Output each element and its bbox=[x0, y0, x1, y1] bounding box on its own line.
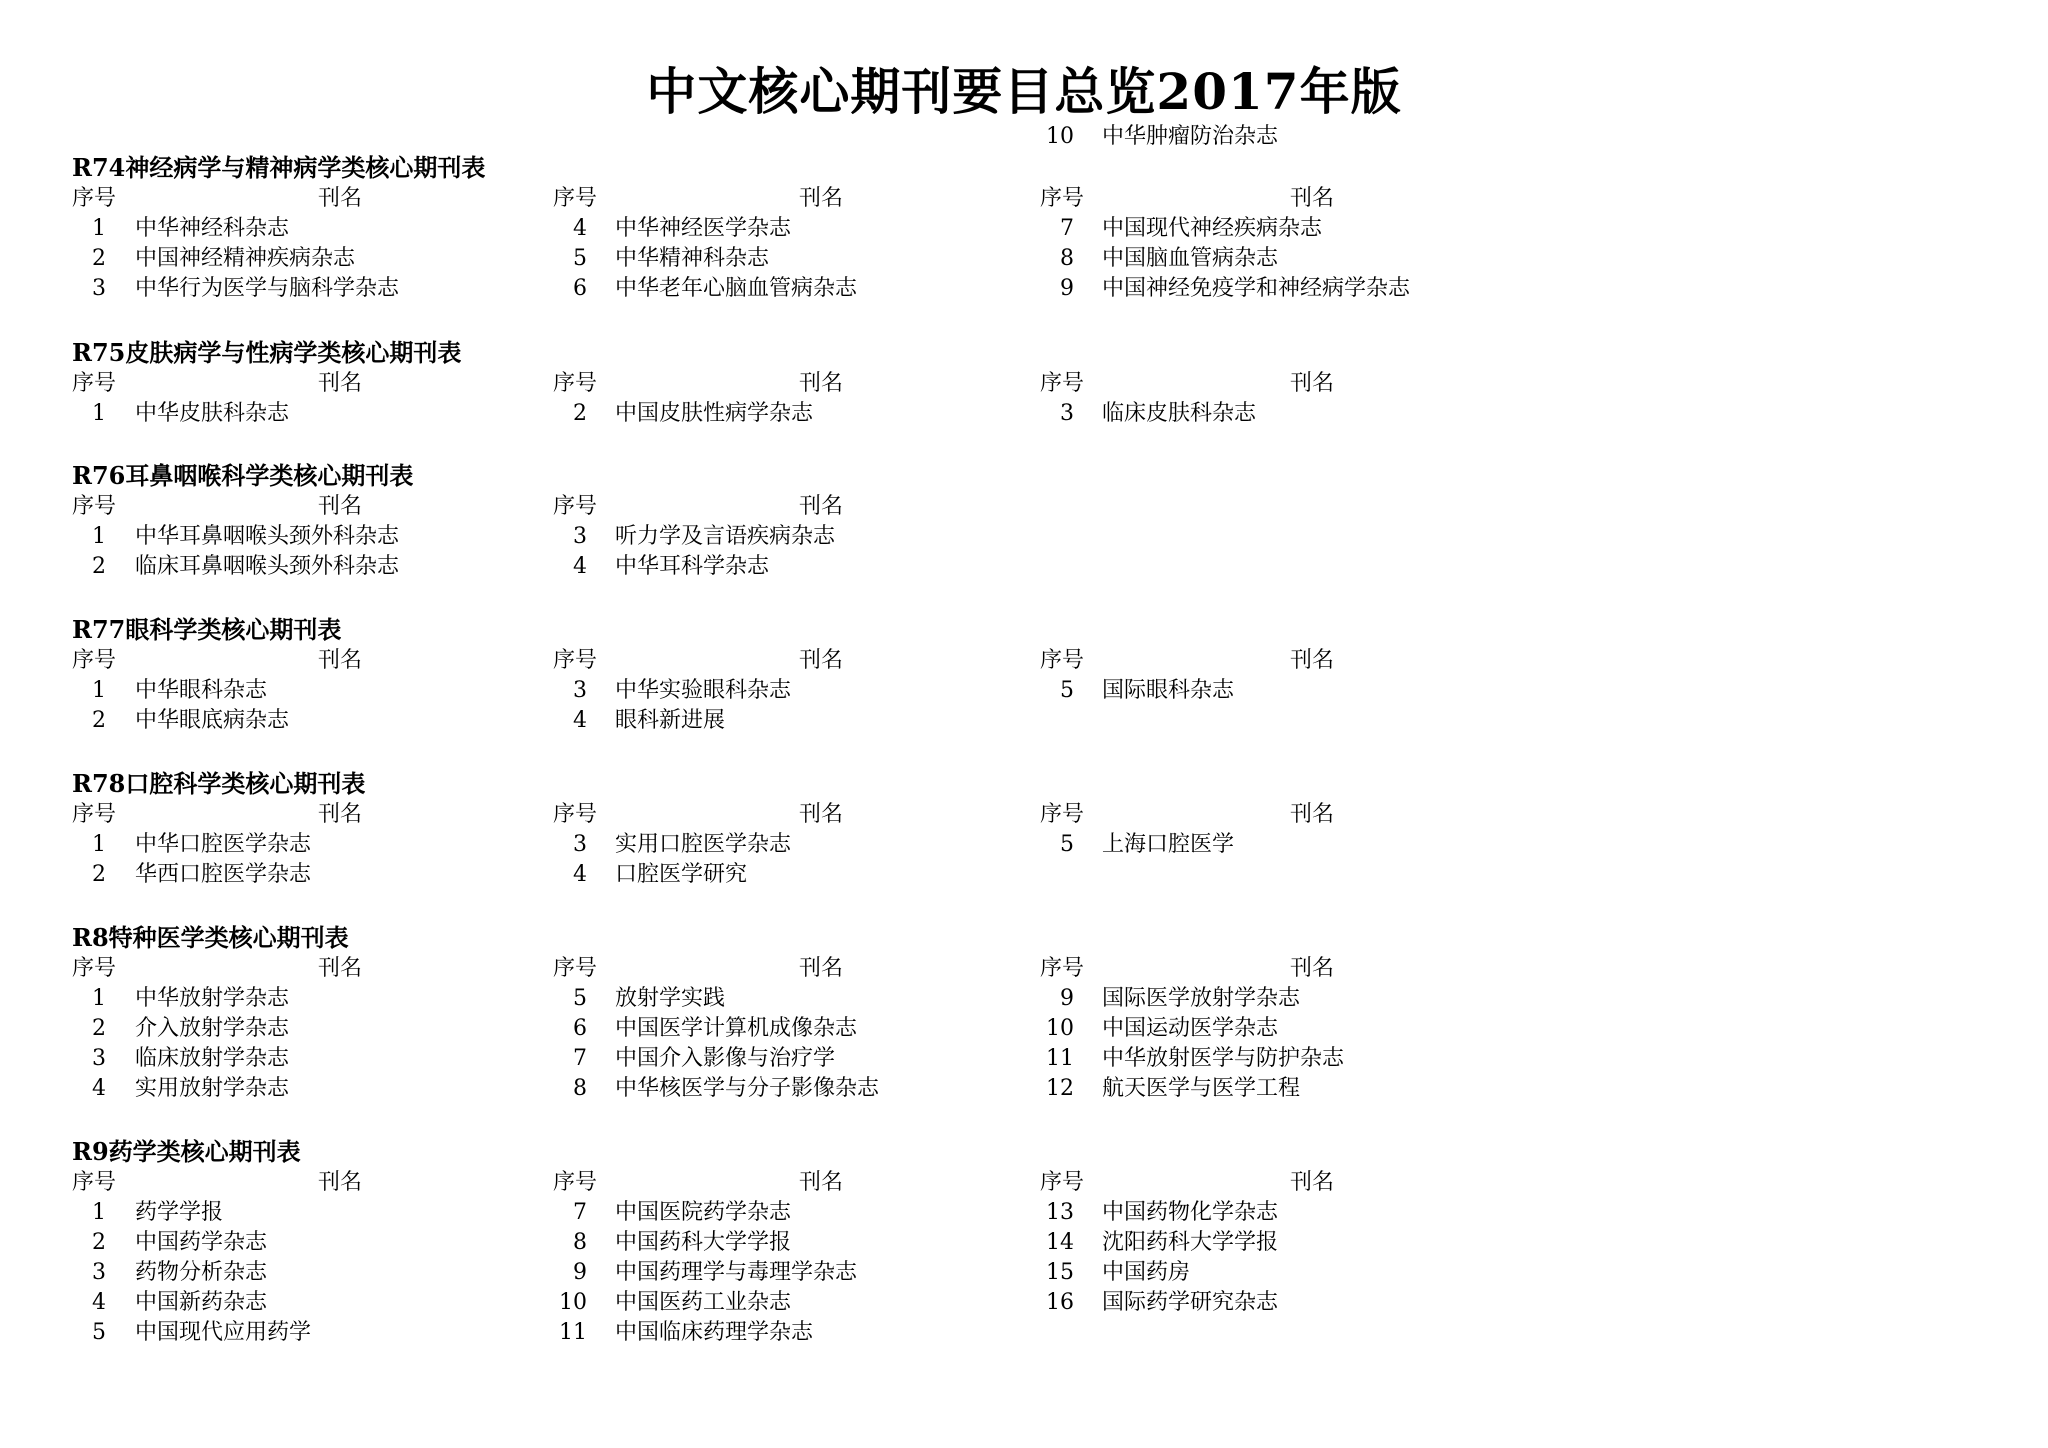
entry-num: 4 bbox=[573, 216, 587, 241]
entry-num: 1 bbox=[92, 832, 106, 857]
entry-num: 1 bbox=[92, 678, 106, 703]
entry-num: 1 bbox=[92, 986, 106, 1011]
header-seq: 序号 bbox=[553, 186, 598, 211]
entry-journal-name: 放射学实践 bbox=[615, 986, 726, 1011]
entry-journal-name: 中华神经医学杂志 bbox=[615, 216, 792, 241]
entry-num: 7 bbox=[573, 1046, 587, 1071]
header-seq: 序号 bbox=[553, 802, 598, 827]
section-title: R75皮肤病学与性病学类核心期刊表 bbox=[72, 338, 462, 367]
entry-journal-name: 中国药理学与毒理学杂志 bbox=[615, 1260, 858, 1285]
entry-num: 10 bbox=[1046, 1016, 1074, 1041]
entry-journal-name: 中国药房 bbox=[1102, 1260, 1191, 1285]
entry-journal-name: 实用放射学杂志 bbox=[135, 1076, 290, 1101]
entry-journal-name: 中国医学计算机成像杂志 bbox=[615, 1016, 858, 1041]
entry-num: 4 bbox=[573, 862, 587, 887]
header-name: 刊名 bbox=[1290, 371, 1335, 396]
entry-journal-name: 中华放射学杂志 bbox=[135, 986, 290, 1011]
header-seq: 序号 bbox=[1040, 186, 1085, 211]
header-name: 刊名 bbox=[1290, 802, 1335, 827]
section-title: R77眼科学类核心期刊表 bbox=[72, 615, 342, 644]
section-title: R9药学类核心期刊表 bbox=[72, 1137, 301, 1166]
header-name: 刊名 bbox=[318, 371, 363, 396]
entry-journal-name: 中华皮肤科杂志 bbox=[135, 401, 290, 426]
entry-journal-name: 临床放射学杂志 bbox=[135, 1046, 290, 1071]
table-header-row bbox=[0, 1168, 2048, 1198]
entry-num: 1 bbox=[92, 401, 106, 426]
entry-journal-name: 中华眼底病杂志 bbox=[135, 708, 290, 733]
entry-journal-name: 中国神经精神疾病杂志 bbox=[135, 246, 356, 271]
header-name: 刊名 bbox=[1290, 956, 1335, 981]
entry-journal-name: 国际眼科杂志 bbox=[1102, 678, 1235, 703]
entry-num: 9 bbox=[1060, 986, 1074, 1011]
entry-num: 2 bbox=[92, 862, 106, 887]
header-seq: 序号 bbox=[72, 956, 117, 981]
entry-num: 4 bbox=[573, 708, 587, 733]
entry-journal-name: 中国皮肤性病学杂志 bbox=[615, 401, 814, 426]
header-name: 刊名 bbox=[799, 648, 844, 673]
section-title: R76耳鼻咽喉科学类核心期刊表 bbox=[72, 461, 414, 490]
entry-journal-name: 中华耳鼻咽喉头颈外科杂志 bbox=[135, 524, 400, 549]
entry-journal-name: 中国药物化学杂志 bbox=[1102, 1200, 1279, 1225]
entry-num: 14 bbox=[1046, 1230, 1074, 1255]
entry-num: 5 bbox=[1060, 678, 1074, 703]
entry-num: 7 bbox=[573, 1200, 587, 1225]
entry-num: 5 bbox=[573, 986, 587, 1011]
entry-num: 3 bbox=[92, 1260, 106, 1285]
header-seq: 序号 bbox=[1040, 956, 1085, 981]
header-name: 刊名 bbox=[1290, 1170, 1335, 1195]
entry-num: 15 bbox=[1046, 1260, 1074, 1285]
entry-num: 8 bbox=[1060, 246, 1074, 271]
entry-journal-name: 中国现代神经疾病杂志 bbox=[1102, 216, 1323, 241]
entry-journal-name: 中国医药工业杂志 bbox=[615, 1290, 792, 1315]
entry-num: 3 bbox=[573, 832, 587, 857]
entry-num: 5 bbox=[92, 1320, 106, 1345]
header-seq: 序号 bbox=[1040, 648, 1085, 673]
entry-journal-name: 中国神经免疫学和神经病学杂志 bbox=[1102, 276, 1411, 301]
entry-journal-name: 中华核医学与分子影像杂志 bbox=[615, 1076, 880, 1101]
header-name: 刊名 bbox=[318, 186, 363, 211]
entry-num: 4 bbox=[92, 1076, 106, 1101]
header-seq: 序号 bbox=[72, 802, 117, 827]
entry-journal-name: 华西口腔医学杂志 bbox=[135, 862, 312, 887]
entry-journal-name: 中华实验眼科杂志 bbox=[615, 678, 792, 703]
header-seq: 序号 bbox=[72, 186, 117, 211]
page-title: 中文核心期刊要目总览2017年版 bbox=[646, 62, 1402, 121]
carry-over-name: 中华肿瘤防治杂志 bbox=[1102, 124, 1279, 149]
entry-num: 4 bbox=[573, 554, 587, 579]
entry-num: 6 bbox=[573, 276, 587, 301]
header-name: 刊名 bbox=[318, 1170, 363, 1195]
section-title: R78口腔科学类核心期刊表 bbox=[72, 769, 366, 798]
header-seq: 序号 bbox=[72, 371, 117, 396]
entry-journal-name: 中国现代应用药学 bbox=[135, 1320, 312, 1345]
entry-journal-name: 中华精神科杂志 bbox=[615, 246, 770, 271]
header-name: 刊名 bbox=[318, 956, 363, 981]
header-seq: 序号 bbox=[72, 494, 117, 519]
entry-journal-name: 中华行为医学与脑科学杂志 bbox=[135, 276, 400, 301]
table-header-row bbox=[0, 369, 2048, 399]
entry-journal-name: 中华口腔医学杂志 bbox=[135, 832, 312, 857]
entry-num: 2 bbox=[92, 1016, 106, 1041]
entry-num: 16 bbox=[1046, 1290, 1074, 1315]
carry-over-num: 10 bbox=[1046, 124, 1074, 149]
header-name: 刊名 bbox=[318, 494, 363, 519]
entry-num: 3 bbox=[573, 678, 587, 703]
entry-num: 3 bbox=[92, 1046, 106, 1071]
entry-journal-name: 国际医学放射学杂志 bbox=[1102, 986, 1301, 1011]
entry-num: 5 bbox=[1060, 832, 1074, 857]
header-name: 刊名 bbox=[799, 186, 844, 211]
entry-num: 3 bbox=[92, 276, 106, 301]
entry-num: 1 bbox=[92, 524, 106, 549]
entry-journal-name: 中华耳科学杂志 bbox=[615, 554, 770, 579]
section-title: R8特种医学类核心期刊表 bbox=[72, 923, 349, 952]
entry-journal-name: 中华神经科杂志 bbox=[135, 216, 290, 241]
header-name: 刊名 bbox=[799, 802, 844, 827]
entry-num: 7 bbox=[1060, 216, 1074, 241]
entry-num: 2 bbox=[92, 1230, 106, 1255]
entry-journal-name: 实用口腔医学杂志 bbox=[615, 832, 792, 857]
header-seq: 序号 bbox=[553, 371, 598, 396]
header-name: 刊名 bbox=[799, 371, 844, 396]
entry-num: 6 bbox=[573, 1016, 587, 1041]
entry-journal-name: 中国医院药学杂志 bbox=[615, 1200, 792, 1225]
table-header-row bbox=[0, 954, 2048, 984]
entry-num: 11 bbox=[1046, 1046, 1074, 1071]
header-seq: 序号 bbox=[1040, 802, 1085, 827]
entry-num: 2 bbox=[92, 708, 106, 733]
entry-num: 1 bbox=[92, 1200, 106, 1225]
entry-journal-name: 中国新药杂志 bbox=[135, 1290, 268, 1315]
entry-journal-name: 国际药学研究杂志 bbox=[1102, 1290, 1279, 1315]
entry-journal-name: 眼科新进展 bbox=[615, 708, 726, 733]
header-seq: 序号 bbox=[1040, 1170, 1085, 1195]
header-seq: 序号 bbox=[553, 956, 598, 981]
header-seq: 序号 bbox=[553, 1170, 598, 1195]
entry-journal-name: 介入放射学杂志 bbox=[135, 1016, 290, 1041]
header-name: 刊名 bbox=[318, 802, 363, 827]
entry-num: 2 bbox=[92, 246, 106, 271]
entry-journal-name: 听力学及言语疾病杂志 bbox=[615, 524, 836, 549]
entry-journal-name: 航天医学与医学工程 bbox=[1102, 1076, 1301, 1101]
entry-num: 5 bbox=[573, 246, 587, 271]
table-header-row bbox=[0, 184, 2048, 214]
header-name: 刊名 bbox=[1290, 648, 1335, 673]
header-name: 刊名 bbox=[799, 1170, 844, 1195]
entry-num: 8 bbox=[573, 1076, 587, 1101]
entry-journal-name: 中国药学杂志 bbox=[135, 1230, 268, 1255]
entry-journal-name: 中华老年心脑血管病杂志 bbox=[615, 276, 858, 301]
header-name: 刊名 bbox=[799, 956, 844, 981]
entry-journal-name: 口腔医学研究 bbox=[615, 862, 748, 887]
entry-journal-name: 中国临床药理学杂志 bbox=[615, 1320, 814, 1345]
entry-num: 10 bbox=[559, 1290, 587, 1315]
entry-num: 2 bbox=[92, 554, 106, 579]
entry-journal-name: 中华眼科杂志 bbox=[135, 678, 268, 703]
header-name: 刊名 bbox=[1290, 186, 1335, 211]
header-name: 刊名 bbox=[318, 648, 363, 673]
entry-num: 12 bbox=[1046, 1076, 1074, 1101]
entry-num: 4 bbox=[92, 1290, 106, 1315]
header-seq: 序号 bbox=[1040, 371, 1085, 396]
entry-journal-name: 中国药科大学学报 bbox=[615, 1230, 792, 1255]
entry-journal-name: 临床皮肤科杂志 bbox=[1102, 401, 1257, 426]
entry-journal-name: 中国介入影像与治疗学 bbox=[615, 1046, 836, 1071]
entry-num: 11 bbox=[559, 1320, 587, 1345]
entry-journal-name: 中国脑血管病杂志 bbox=[1102, 246, 1279, 271]
header-seq: 序号 bbox=[553, 494, 598, 519]
entry-num: 8 bbox=[573, 1230, 587, 1255]
table-header-row bbox=[0, 492, 2048, 522]
entry-num: 3 bbox=[573, 524, 587, 549]
table-header-row bbox=[0, 800, 2048, 830]
entry-num: 13 bbox=[1046, 1200, 1074, 1225]
entry-journal-name: 沈阳药科大学学报 bbox=[1102, 1230, 1279, 1255]
section-title: R74神经病学与精神病学类核心期刊表 bbox=[72, 153, 486, 182]
entry-journal-name: 中国运动医学杂志 bbox=[1102, 1016, 1279, 1041]
entry-num: 9 bbox=[1060, 276, 1074, 301]
entry-num: 2 bbox=[573, 401, 587, 426]
entry-journal-name: 药物分析杂志 bbox=[135, 1260, 268, 1285]
header-name: 刊名 bbox=[799, 494, 844, 519]
entry-journal-name: 药学学报 bbox=[135, 1200, 224, 1225]
header-seq: 序号 bbox=[72, 1170, 117, 1195]
entry-num: 9 bbox=[573, 1260, 587, 1285]
entry-journal-name: 临床耳鼻咽喉头颈外科杂志 bbox=[135, 554, 400, 579]
entry-journal-name: 中华放射医学与防护杂志 bbox=[1102, 1046, 1345, 1071]
entry-num: 1 bbox=[92, 216, 106, 241]
entry-num: 3 bbox=[1060, 401, 1074, 426]
header-seq: 序号 bbox=[72, 648, 117, 673]
header-seq: 序号 bbox=[553, 648, 598, 673]
entry-journal-name: 上海口腔医学 bbox=[1102, 832, 1235, 857]
table-header-row bbox=[0, 646, 2048, 676]
